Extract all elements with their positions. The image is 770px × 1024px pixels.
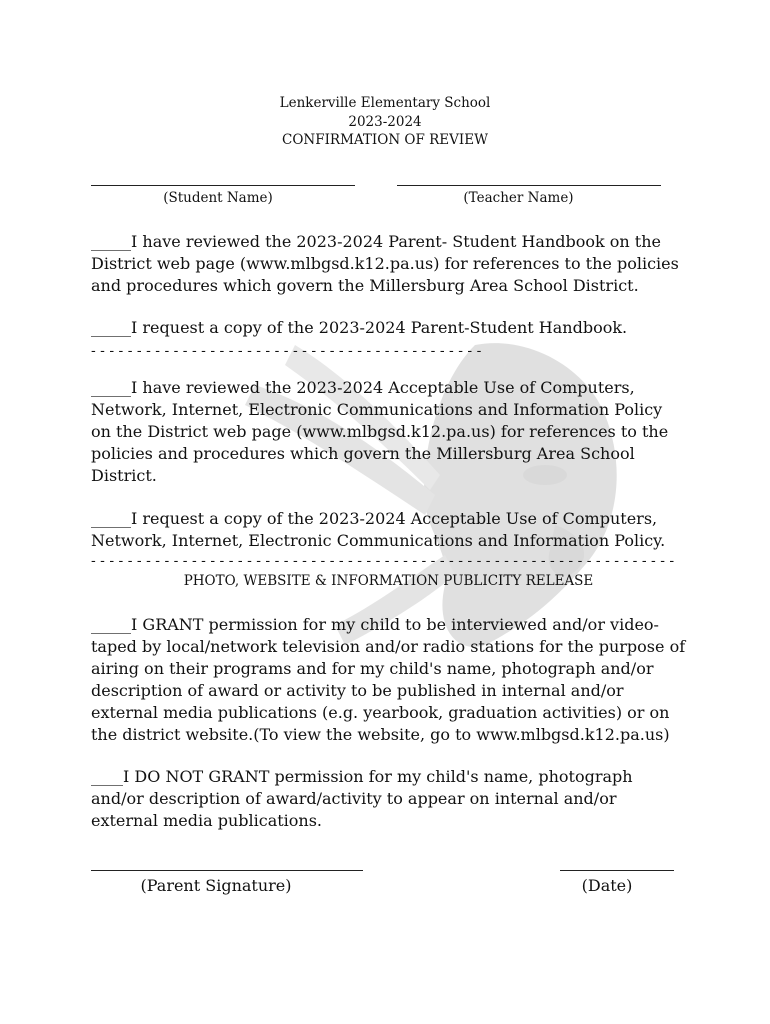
aup-copy-request[interactable]: _____I request a copy of the 2023-2024 Acceptable Use of Computers, Network, Internet, Electronic Communications and Information Policy. (91, 509, 666, 550)
school-name: Lenkerville Elementary School (279, 95, 491, 111)
date-line[interactable] (560, 870, 674, 871)
date-label: (Date) (581, 876, 633, 895)
aup-review-statement[interactable]: _____I have reviewed the 2023-2024 Acceptable Use of Computers, Network, Internet, Electronic Communications and Information Policy on the District web page (www.mlbgsd.k12.pa.us) for references to the policies and procedures which govern the Millersburg Area School District. (91, 378, 669, 485)
separator-short: - - - - - - - - - - - - - - - - - - - - - - - - - - - - - - - - - - - - - - - - - - - (91, 343, 482, 359)
parent-signature-label: (Parent Signature) (140, 876, 292, 895)
handbook-review-statement[interactable]: _____I have reviewed the 2023-2024 Parent- Student Handbook on the District web page (www.mlbgsd.k12.pa.us) for references to the policies and procedures which govern the Millersburg Area School District. (91, 232, 679, 295)
release-section-title: PHOTO, WEBSITE & INFORMATION PUBLICITY RELEASE (183, 573, 594, 589)
student-name-label: (Student Name) (163, 190, 273, 206)
teacher-name-label: (Teacher Name) (463, 190, 574, 206)
student-name-line[interactable] (91, 185, 355, 186)
document-header (0, 94, 770, 150)
deny-permission-statement[interactable]: ____I DO NOT GRANT permission for my child's name, photograph and/or description of award/activity to appear on internal and/or external media publications. (91, 767, 633, 830)
parent-signature-line[interactable] (91, 870, 363, 871)
grant-permission-statement[interactable]: _____I GRANT permission for my child to be interviewed and/or video-taped by local/network television and/or radio stations for the purpose of airing on their programs and for my child's name, photograph and/or description of award or activity to be published in internal and/or external media publications (e.g. yearbook, graduation activities) or on the district website.(To view the website, go to www.mlbgsd.k12.pa.us) (91, 615, 686, 744)
page-title: CONFIRMATION OF REVIEW (282, 132, 488, 148)
teacher-name-line[interactable] (397, 185, 661, 186)
handbook-copy-request[interactable]: _____I request a copy of the 2023-2024 Parent-Student Handbook. (91, 318, 628, 337)
separator-long: - - - - - - - - - - - - - - - - - - - - - - - - - - - - - - - - - - - - - - - - - - - - - - - - - - - - - - - - - - - - - - - - (91, 553, 675, 569)
school-year: 2023-2024 (348, 113, 422, 130)
